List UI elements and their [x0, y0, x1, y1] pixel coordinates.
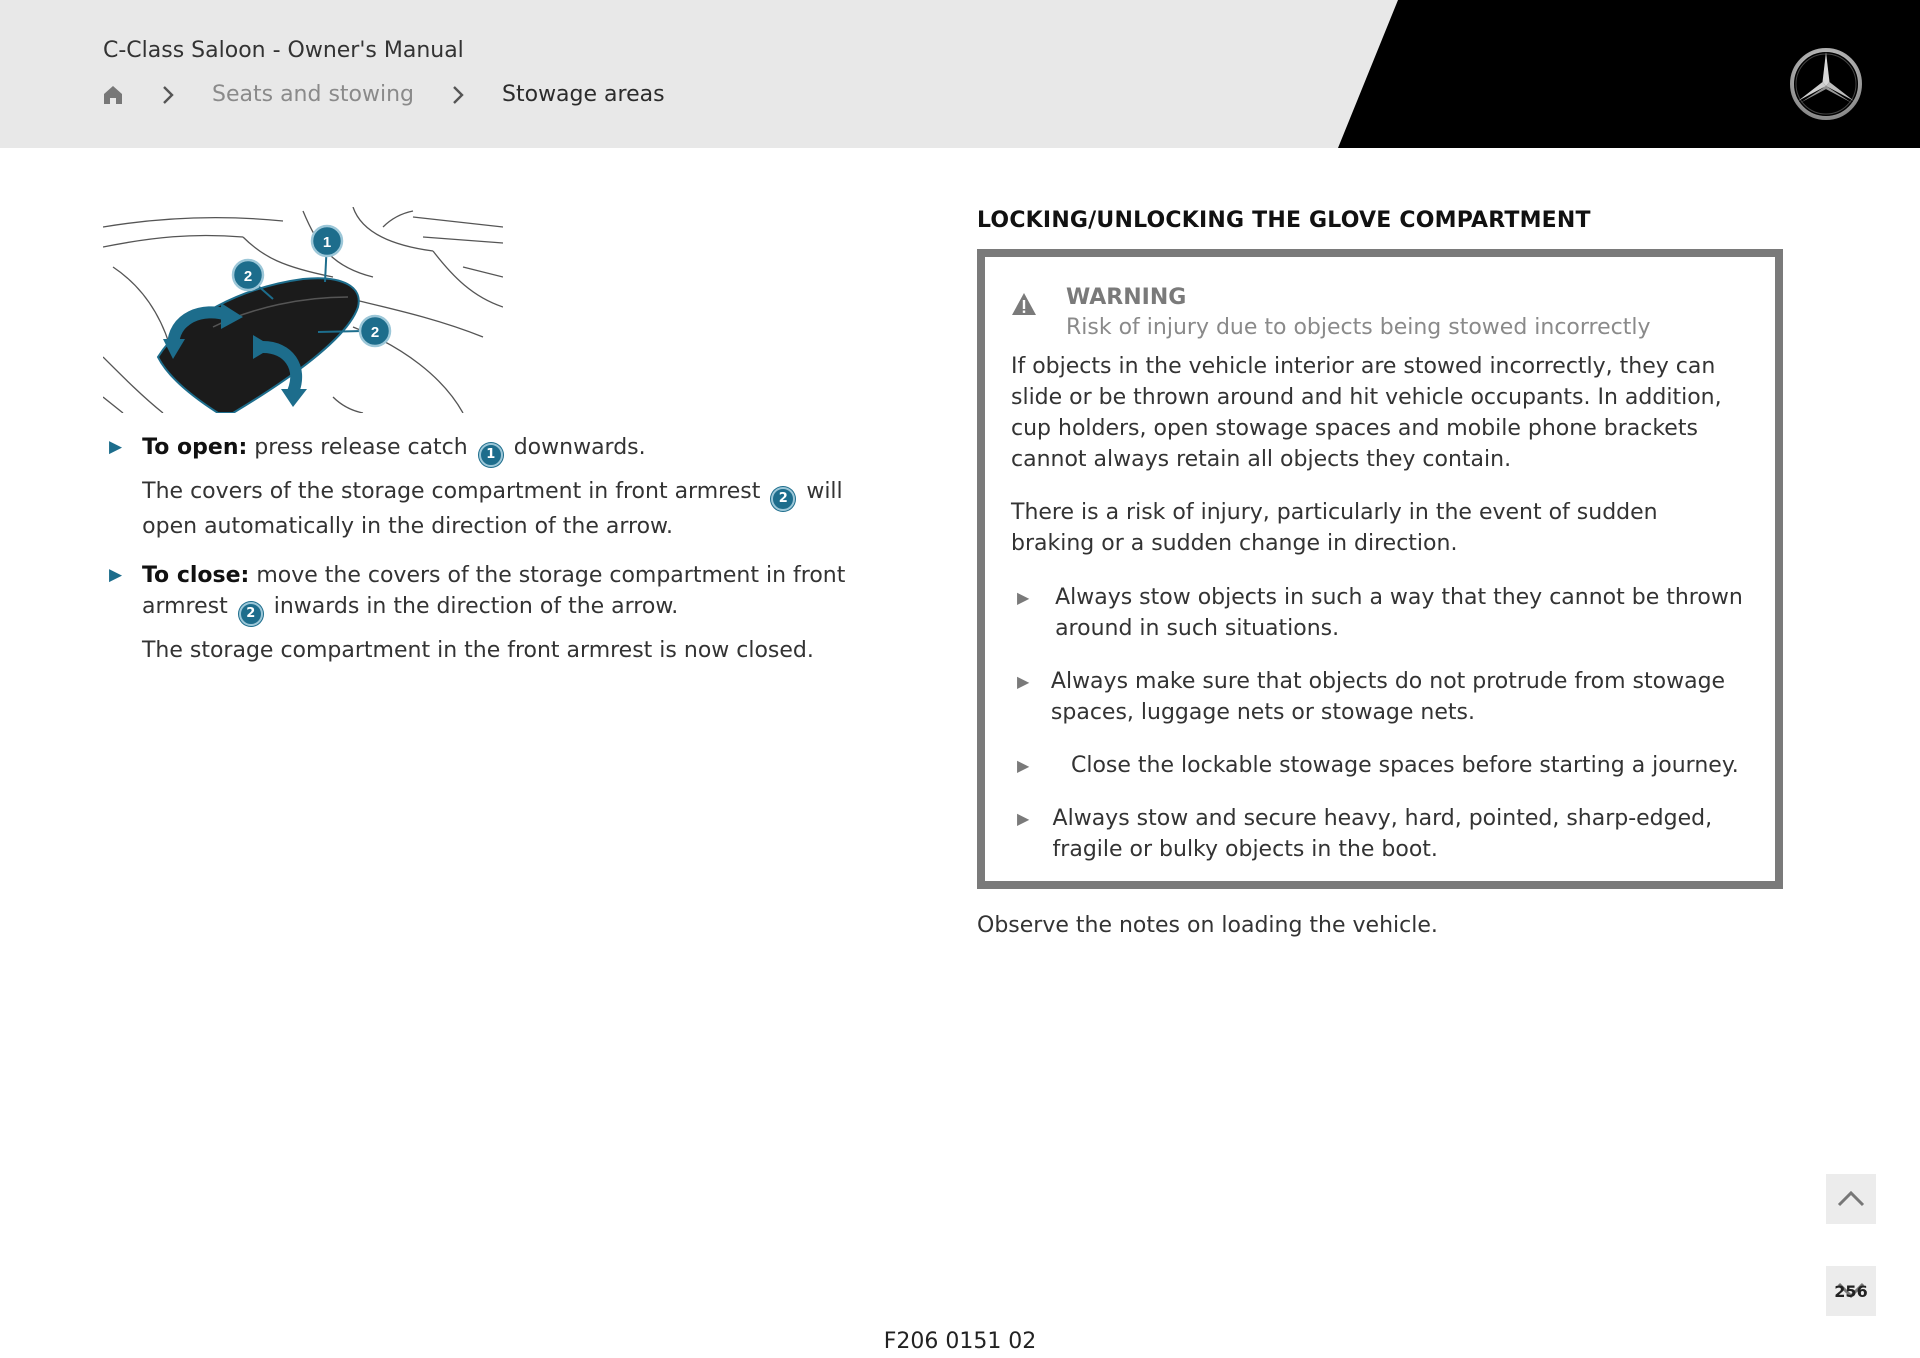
step-instruction: To close: move the covers of the storage compartment in front armrest 2 inwards in the direction of the arrow.: [142, 560, 903, 626]
breadcrumb: [102, 82, 665, 107]
section-title: LOCKING/UNLOCKING THE GLOVE COMPARTMENT: [977, 208, 1591, 233]
illustration-callout-2: [233, 260, 263, 290]
svg-text:2: 2: [243, 268, 253, 285]
home-icon[interactable]: [102, 84, 124, 106]
instruction-steps: [103, 432, 903, 666]
scroll-up-button[interactable]: [1826, 1174, 1876, 1224]
mercedes-star-logo: [1788, 46, 1864, 122]
warning-subtitle: Risk of injury due to objects being stowed incorrectly: [1066, 315, 1651, 340]
warning-box: [977, 249, 1783, 889]
chevron-up-icon: [1836, 1189, 1866, 1209]
breadcrumb-link-seats-and-stowing[interactable]: Seats and stowing: [212, 82, 415, 107]
armrest-illustration: [103, 207, 503, 413]
illustration-callout-2: [360, 316, 390, 346]
page-number: 256: [1834, 1281, 1868, 1301]
step-instruction: To open: press release catch 1 downwards.: [142, 432, 903, 467]
warning-label: WARNING: [1066, 285, 1187, 310]
warning-paragraph: If objects in the vehicle interior are stowed incorrectly, they can slide or be thrown around and hit vehicle occupants. In addition, cup holders, open stowage spaces and mobile phone brackets cannot always retain all objects they contain.: [1011, 354, 1722, 472]
manual-title: C-Class Saloon - Owner's Manual: [103, 38, 464, 63]
warning-header: [1011, 283, 1745, 343]
scroll-down-button[interactable]: [1826, 1266, 1876, 1316]
warning-list: [1011, 582, 1745, 865]
warning-list-item: ▶ Always stow and secure heavy, hard, pointed, sharp-edged, fragile or bulky objects in the boot.: [1011, 803, 1745, 865]
bullet-arrow-icon: ▶: [1017, 672, 1030, 691]
illustration-callout-1: [312, 226, 342, 256]
step-arrow-icon: ▶: [109, 565, 123, 585]
step-arrow-icon: ▶: [109, 437, 123, 457]
callout-2: 2: [771, 487, 795, 511]
warning-list-item: ▶ Always stow objects in such a way that they cannot be thrown around in such situations.: [1011, 582, 1745, 644]
chevron-right-icon: [440, 85, 476, 105]
bullet-arrow-icon: ▶: [1017, 588, 1030, 607]
step-open: [103, 432, 903, 542]
warning-paragraph: There is a risk of injury, particularly in the event of sudden braking or a sudden change in direction.: [1011, 500, 1658, 556]
page-header: [0, 0, 1920, 148]
svg-text:1: 1: [322, 234, 332, 251]
breadcrumb-current: Stowage areas: [502, 82, 665, 107]
bullet-arrow-icon: ▶: [1017, 809, 1030, 828]
warning-list-item: ▶ Close the lockable stowage spaces before starting a journey.: [1011, 750, 1745, 781]
warning-list-item: ▶ Always make sure that objects do not protrude from stowage spaces, luggage nets or stowage nets.: [1011, 666, 1745, 728]
step-close: [103, 560, 903, 666]
callout-1: 1: [479, 443, 503, 467]
chevron-right-icon: [150, 85, 186, 105]
step-result: The covers of the storage compartment in front armrest 2 will open automatically in the direction of the arrow.: [142, 479, 843, 539]
document-code: F206 0151 02: [883, 1329, 1037, 1354]
step-result: The storage compartment in the front armrest is now closed.: [141, 638, 814, 663]
svg-text:2: 2: [370, 324, 380, 341]
callout-2: 2: [239, 602, 263, 626]
loading-note: Observe the notes on loading the vehicle.: [977, 913, 1438, 938]
warning-triangle-icon: [1011, 291, 1037, 317]
bullet-arrow-icon: ▶: [1017, 756, 1030, 775]
